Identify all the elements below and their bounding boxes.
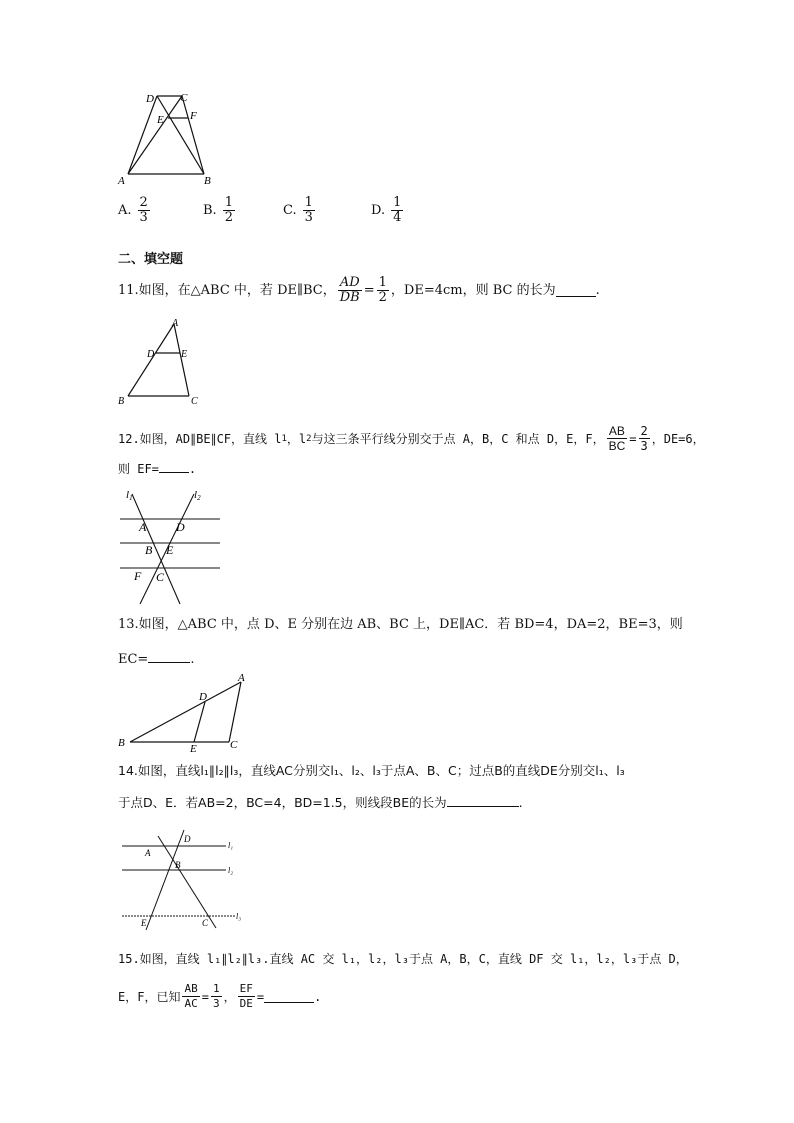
q12-ratio-fraction: $\frac{AB}{BC}$ (608, 424, 626, 453)
figure-q11 (114, 316, 206, 408)
label-f: F (190, 110, 197, 122)
svg-text:B: B (118, 396, 125, 407)
option-b-fraction: $\frac{1}{2}$ (224, 195, 233, 225)
option-a[interactable]: A. $\frac{2}{3}$ (118, 195, 148, 225)
question-11: 11.如图，在△ABC 中，若 DE∥BC， $\frac{AD}{DB}$ = $\frac{1}{2}$ ，DE=4cm，则 BC 的长为 . (118, 275, 600, 305)
svg-text:A: A (145, 848, 151, 858)
svg-text:D: D (176, 520, 185, 534)
option-d-fraction: $\frac{1}{4}$ (393, 195, 402, 225)
question-13-line2: EC= . (118, 652, 195, 667)
question-14: 14.如图，直线l₁∥l₂∥l₃，直线AC分别交l₁、l₂、l₃于点A、B、C；过点B的直线DE分别交l₁、l₃ (118, 763, 625, 778)
q12-answer-blank[interactable] (159, 460, 189, 473)
svg-text:C: C (156, 570, 165, 584)
svg-text:l₁: l₁ (228, 841, 234, 850)
question-12: 12.如图，AD∥BE∥CF，直线 l 1 ，l 2 与这三条平行线分别交于点 A，B，C 和点 D，E，F， $\frac{AB}{BC}$ = $\frac{2}{3}$ ，DE=6， (118, 424, 705, 453)
svg-text:l2: l2 (194, 489, 201, 502)
svg-text:D: D (184, 834, 191, 844)
question-15-line2: E，F，已知 $\frac{AB}{AC}$ = $\frac{1}{3}$ ， $\frac{EF}{DE}$ = . (118, 982, 322, 1010)
svg-text:C: C (191, 396, 198, 407)
figure-q12 (114, 486, 224, 606)
svg-text:l₂: l₂ (228, 866, 234, 875)
question-12-line2: 则 EF= . (118, 462, 197, 476)
q11-answer-blank[interactable] (556, 284, 596, 297)
option-c[interactable]: C. $\frac{1}{3}$ (283, 195, 313, 225)
svg-text:B: B (175, 860, 181, 870)
label-e: E (157, 114, 164, 126)
svg-text:l1: l1 (126, 489, 133, 502)
option-a-fraction: $\frac{2}{3}$ (139, 195, 148, 225)
svg-text:B: B (118, 737, 125, 749)
option-c-fraction: $\frac{1}{3}$ (304, 195, 313, 225)
svg-text:A: A (238, 672, 245, 684)
label-c: C (180, 92, 188, 104)
svg-text:B: B (145, 543, 153, 557)
figure-q14 (118, 826, 248, 934)
q15-answer-blank[interactable] (264, 990, 314, 1003)
svg-text:l₃: l₃ (236, 912, 242, 921)
svg-text:E: E (166, 543, 174, 557)
svg-text:F: F (134, 569, 142, 583)
svg-text:C: C (202, 918, 209, 928)
svg-text:E: E (181, 349, 188, 360)
q11-ratio-fraction: $\frac{AD}{DB}$ (339, 275, 360, 305)
question-13: 13.如图，△ABC 中，点 D、E 分别在边 AB、BC 上，DE∥AC．若 BD=4，DA=2，BE=3，则 (118, 617, 683, 632)
label-d: D (146, 93, 154, 105)
option-b[interactable]: B. $\frac{1}{2}$ (203, 195, 233, 225)
q15-target-fraction: $\frac{EF}{DE}$ (239, 982, 253, 1010)
question-14-line2: 于点D、E．若AB=2，BC=4，BD=1.5，则线段BE的长为 . (118, 795, 523, 810)
svg-text:A: A (139, 520, 147, 534)
q11-value-fraction: $\frac{1}{2}$ (378, 275, 387, 305)
svg-text:C: C (230, 739, 238, 751)
q12-value-fraction: $\frac{2}{3}$ (640, 424, 648, 453)
q15-value-fraction: $\frac{1}{3}$ (212, 982, 220, 1010)
svg-text:A: A (172, 318, 179, 329)
figure-top (110, 88, 220, 188)
q14-answer-blank[interactable] (447, 794, 519, 807)
svg-text:D: D (199, 691, 207, 703)
option-d[interactable]: D. $\frac{1}{4}$ (371, 195, 402, 225)
svg-text:D: D (147, 349, 155, 360)
label-a: A (118, 175, 125, 187)
question-15: 15.如图，直线 l₁∥l₂∥l₃.直线 AC 交 l₁，l₂，l₃于点 A，B，C，直线 DF 交 l₁，l₂，l₃于点 D， (118, 952, 688, 966)
svg-text:E: E (141, 918, 147, 928)
svg-text:E: E (190, 743, 197, 754)
figure-q13 (114, 670, 254, 754)
label-b: B (204, 175, 211, 187)
q15-ratio-fraction: $\frac{AB}{AC}$ (184, 982, 198, 1010)
q13-answer-blank[interactable] (148, 650, 190, 663)
section-heading: 二、填空题 (118, 252, 184, 267)
